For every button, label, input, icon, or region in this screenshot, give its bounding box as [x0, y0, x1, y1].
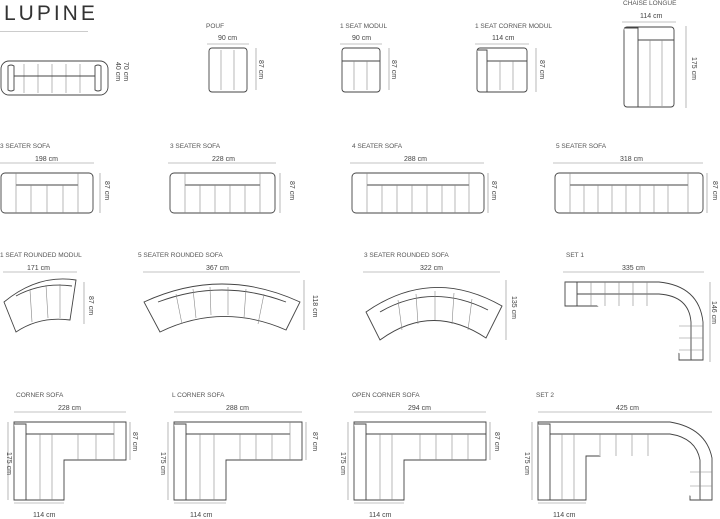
dimension-height: 40 cm: [114, 62, 121, 82]
dimension-depth: 87 cm: [87, 296, 94, 316]
dimension-width: 171 cm: [27, 265, 50, 272]
item-label: CORNER SOFA: [16, 392, 64, 399]
dimension-depth: 87 cm: [288, 181, 295, 201]
item-label: 1 SEAT MODUL: [340, 23, 388, 30]
dimension-width: 198 cm: [35, 156, 58, 163]
side-elevation-drawing: [0, 58, 110, 98]
five-seater-sofa-drawing: [553, 163, 711, 218]
item-label: 3 SEATER SOFA: [0, 143, 51, 150]
dimension-side: 175 cm: [523, 452, 530, 475]
three-seater-sofa-198-drawing: [0, 163, 110, 218]
item-label: 3 SEATER ROUNDED SOFA: [364, 252, 449, 259]
dimension-depth: 70 cm: [122, 62, 129, 82]
dimension-depth: 87 cm: [493, 432, 500, 452]
dimension-width: 90 cm: [352, 35, 372, 42]
corner-modul-drawing: [473, 44, 543, 96]
item-label: OPEN CORNER SOFA: [352, 392, 420, 399]
item-label: 1 SEAT ROUNDED MODUL: [0, 252, 82, 259]
corner-sofa-drawing: [6, 412, 136, 504]
dimension-width: 288 cm: [404, 156, 427, 163]
dimension-width: 367 cm: [206, 265, 229, 272]
dimension-width: 294 cm: [408, 405, 431, 412]
dimension-width: 228 cm: [212, 156, 235, 163]
pouf-drawing: [205, 44, 265, 94]
set-2-drawing: [530, 412, 716, 504]
five-seater-rounded-sofa-drawing: [138, 272, 308, 337]
dimension-width: 90 cm: [218, 35, 238, 42]
three-seater-rounded-sofa-drawing: [360, 272, 510, 344]
dimension-width: 114 cm: [492, 35, 515, 42]
dimension-width: 288 cm: [226, 405, 249, 412]
item-label: POUF: [206, 23, 225, 30]
item-label: 5 SEATER SOFA: [556, 143, 607, 150]
dimension-depth: 87 cm: [490, 181, 497, 201]
three-seater-sofa-228-drawing: [168, 163, 288, 218]
dimension-depth: 87 cm: [390, 60, 397, 80]
page-title: LUPINE: [4, 2, 98, 25]
dimension-depth: 118 cm: [311, 295, 318, 318]
dimension-width: 114 cm: [640, 13, 663, 20]
dimension-depth: 87 cm: [711, 181, 718, 201]
item-label: CHAISE LONGUE: [623, 0, 677, 7]
rounded-modul-drawing: [0, 272, 95, 342]
dimension-depth: 87 cm: [311, 432, 318, 452]
dimension-side: 175 cm: [159, 452, 166, 475]
dimension-width: 425 cm: [616, 405, 639, 412]
title-rule: [0, 31, 88, 32]
chaise-longue-drawing: [620, 22, 696, 112]
four-seater-sofa-drawing: [350, 163, 490, 218]
dimension-depth: 87 cm: [257, 60, 264, 80]
dimension-side-width: 114 cm: [33, 512, 56, 519]
dimension-width: 228 cm: [58, 405, 81, 412]
open-corner-sofa-drawing: [346, 412, 496, 504]
item-label: L CORNER SOFA: [172, 392, 225, 399]
item-label: 1 SEAT CORNER MODUL: [475, 23, 553, 30]
dimension-depth: 87 cm: [131, 432, 138, 452]
item-label: SET 1: [566, 252, 584, 259]
item-label: 4 SEATER SOFA: [352, 143, 403, 150]
dimension-width: 318 cm: [620, 156, 643, 163]
dimension-depth: 87 cm: [538, 60, 545, 80]
dimension-side-width: 114 cm: [369, 512, 392, 519]
item-label: 5 SEATER ROUNDED SOFA: [138, 252, 223, 259]
l-corner-sofa-drawing: [166, 412, 311, 504]
dimension-width: 322 cm: [420, 265, 443, 272]
item-label: SET 2: [536, 392, 554, 399]
dimension-depth: 175 cm: [690, 57, 697, 80]
dimension-side: 175 cm: [5, 452, 12, 475]
item-label: 3 SEATER SOFA: [170, 143, 221, 150]
dimension-depth: 87 cm: [103, 181, 110, 201]
one-seat-modul-drawing: [338, 44, 398, 94]
dimension-side: 175 cm: [339, 452, 346, 475]
dimension-side-width: 114 cm: [190, 512, 213, 519]
set-1-drawing: [563, 272, 715, 367]
dimension-depth: 146 cm: [710, 301, 717, 324]
dimension-side-width: 114 cm: [553, 512, 576, 519]
dimension-depth: 135 cm: [510, 296, 517, 319]
dimension-width: 335 cm: [622, 265, 645, 272]
